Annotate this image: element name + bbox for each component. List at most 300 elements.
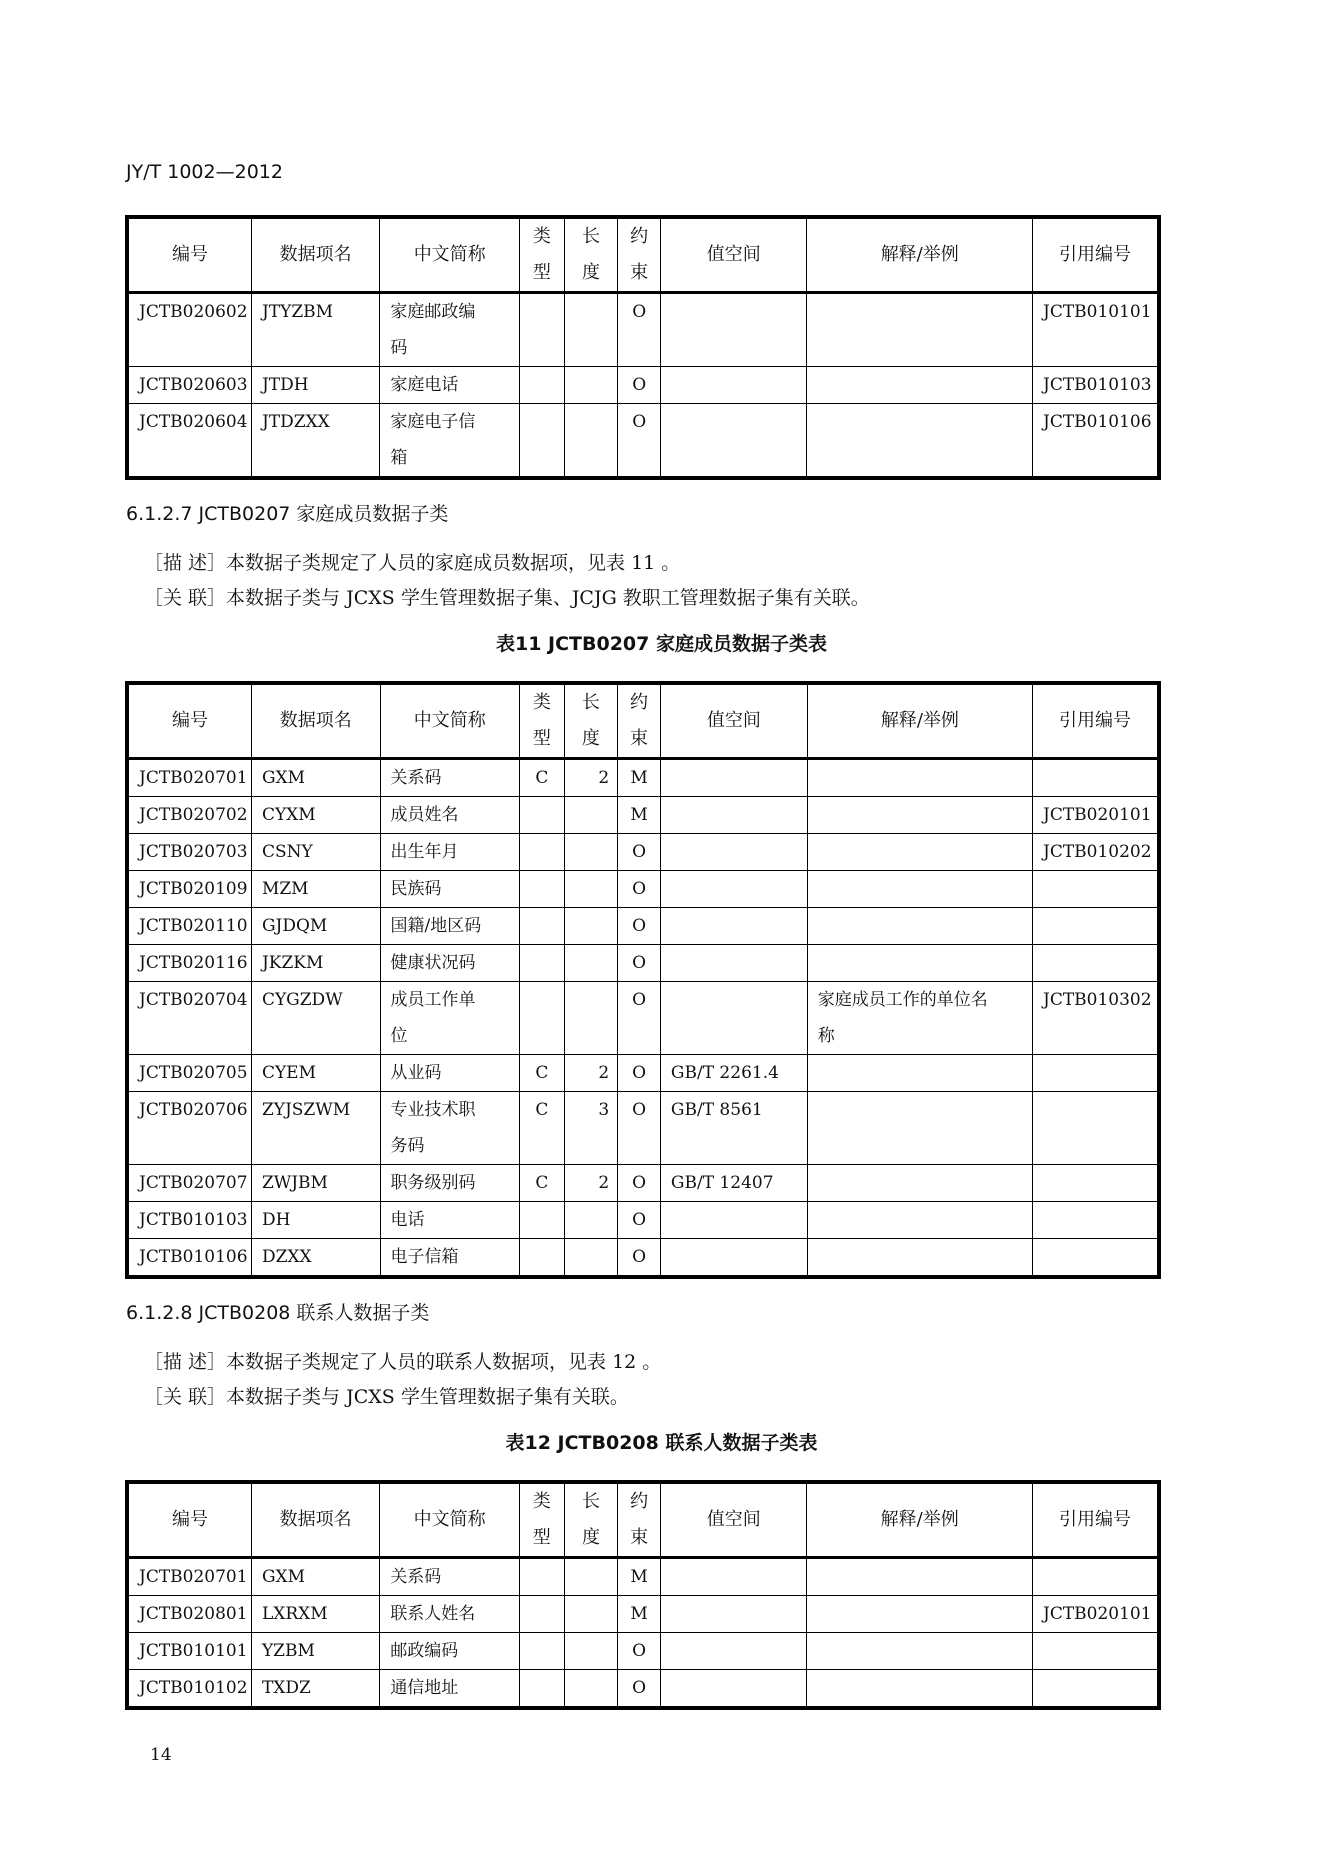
cell-reference-id: [1033, 945, 1158, 982]
cell-text: M: [630, 1604, 648, 1624]
cell-length: [564, 1670, 618, 1707]
cell-chinese-name: [380, 871, 520, 908]
cell-constraint: [618, 1558, 661, 1596]
cell-type: [520, 293, 565, 367]
section-description: ［描 述］本数据子类规定了人员的家庭成员数据项，见表 11 。: [144, 552, 681, 574]
cell-text: CSNY: [261, 842, 313, 862]
cell-text: O: [632, 1063, 647, 1083]
cell-text: JCTB010103: [1043, 375, 1152, 395]
cell-type: [520, 908, 565, 945]
column-header-label: 引用编号: [1059, 1509, 1131, 1530]
cell-length: [564, 1633, 618, 1670]
cell-text: M: [630, 805, 648, 825]
table-row: [129, 293, 1158, 367]
cell-text: O: [632, 916, 647, 936]
cell-length: [564, 834, 618, 871]
column-header-explanation: [807, 219, 1033, 293]
cell-type: [519, 1558, 564, 1596]
cell-length: [564, 1239, 618, 1276]
column-header-label: 数据项名: [279, 710, 352, 731]
cell-length: [564, 982, 618, 1055]
column-header-label: 引用编号: [1059, 244, 1131, 265]
cell-text: GB/T 12407: [670, 1173, 774, 1193]
cell-explanation: [807, 1633, 1033, 1670]
column-header-constraint: [618, 1484, 661, 1558]
cell-text: GXM: [261, 1567, 306, 1587]
page-content: [0, 160, 1323, 1766]
cell-constraint: [618, 293, 661, 367]
cell-text: 通信地址: [390, 1678, 459, 1698]
cell-reference-id: [1033, 1239, 1158, 1276]
cell-text: JCTB020109: [139, 879, 248, 899]
cell-constraint: [618, 1165, 661, 1202]
cell-text: 关系码: [390, 768, 442, 788]
cell-value-space: [660, 945, 807, 982]
column-header-label: 值空间: [706, 1509, 761, 1530]
cell-id: [129, 1670, 252, 1707]
table-caption: 表11 JCTB0207 家庭成员数据子类表: [495, 633, 827, 655]
cell-text: 出生年月: [390, 842, 459, 862]
cell-text: C: [535, 1173, 549, 1193]
cell-text: ZYJSZWM: [261, 1100, 351, 1120]
cell-constraint: [618, 908, 661, 945]
cell-length: [564, 797, 618, 834]
table-row: [129, 367, 1158, 404]
cell-text: O: [632, 1641, 647, 1661]
cell-length: [564, 945, 618, 982]
cell-text: GB/T 8561: [670, 1100, 763, 1120]
cell-value-space: [661, 367, 807, 404]
cell-value-space: [660, 1055, 807, 1092]
cell-text: LXRXM: [261, 1604, 328, 1624]
cell-type: [519, 1670, 564, 1707]
cell-chinese-name: [380, 1092, 520, 1165]
column-header-value-space: [661, 219, 807, 293]
column-header-constraint: [618, 685, 661, 759]
column-header-length: [564, 685, 618, 759]
column-header-length: [564, 219, 618, 293]
cell-text: O: [632, 1173, 647, 1193]
column-header-reference-id: [1033, 219, 1158, 293]
cell-id: [129, 367, 252, 404]
cell-length: [564, 1055, 618, 1092]
cell-text: O: [632, 1678, 647, 1698]
cell-id: [129, 1165, 252, 1202]
cell-id: [129, 1558, 252, 1596]
cell-text: 家庭电子信箱: [390, 412, 476, 468]
cell-type: [520, 367, 565, 404]
cell-reference-id: [1033, 1055, 1158, 1092]
column-header-label: 值空间: [706, 710, 761, 731]
cell-reference-id: [1033, 871, 1158, 908]
cell-chinese-name: [380, 797, 520, 834]
table-row: [129, 1670, 1158, 1707]
table-row: [129, 871, 1158, 908]
cell-chinese-name: [380, 982, 520, 1055]
cell-explanation: [807, 797, 1032, 834]
cell-text: JCTB020101: [1043, 1604, 1152, 1624]
cell-id: [129, 1633, 252, 1670]
cell-chinese-name: [380, 1165, 520, 1202]
section-heading-jctb0207: 6.1.2.7 JCTB0207 家庭成员数据子类: [126, 503, 449, 525]
cell-length: [564, 871, 618, 908]
cell-constraint: [618, 1092, 661, 1165]
cell-value-space: [660, 908, 807, 945]
cell-constraint: [618, 1670, 661, 1707]
cell-value-space: [660, 1558, 806, 1596]
cell-text: JCTB010101: [1043, 302, 1152, 322]
cell-length: [564, 908, 618, 945]
cell-text: 家庭邮政编码: [390, 302, 476, 358]
page-number: 14: [150, 1745, 172, 1765]
cell-text: CYXM: [261, 805, 316, 825]
cell-reference-id: [1033, 1633, 1158, 1670]
table-row: [129, 1092, 1158, 1165]
cell-text: 电子信箱: [390, 1247, 459, 1267]
table-row: [129, 1239, 1158, 1276]
cell-explanation: [807, 1092, 1032, 1165]
cell-text: JTDH: [261, 375, 309, 395]
table-row: [129, 908, 1158, 945]
cell-text: JTYZBM: [261, 302, 334, 322]
cell-type: [520, 1055, 565, 1092]
column-header-id: [129, 685, 252, 759]
cell-item-name: [251, 404, 379, 477]
section-relation: ［关 联］本数据子类与 JCXS 学生管理数据子集有关联。: [144, 1386, 629, 1408]
cell-id: [129, 404, 252, 477]
column-header-label: 约束: [630, 692, 649, 749]
table-row: [129, 1596, 1158, 1633]
cell-value-space: [660, 1670, 806, 1707]
cell-text: 职务级别码: [390, 1173, 476, 1193]
cell-text: GXM: [261, 768, 306, 788]
cell-item-name: [251, 1558, 379, 1596]
cell-value-space: [660, 1202, 807, 1239]
cell-id: [129, 1055, 252, 1092]
cell-id: [129, 797, 252, 834]
cell-constraint: [618, 834, 661, 871]
cell-reference-id: [1033, 404, 1158, 477]
column-header-label: 引用编号: [1059, 710, 1131, 731]
column-header-reference-id: [1033, 685, 1158, 759]
cell-explanation: [807, 871, 1032, 908]
cell-text: JKZKM: [261, 953, 324, 973]
cell-value-space: [660, 1239, 807, 1276]
column-header-label: 中文简称: [413, 710, 486, 731]
cell-text: DH: [261, 1210, 291, 1230]
cell-text: O: [632, 990, 647, 1010]
cell-item-name: [251, 1055, 380, 1092]
table-row: [129, 1165, 1158, 1202]
cell-explanation: [807, 945, 1032, 982]
section-heading-jctb0208: 6.1.2.8 JCTB0208 联系人数据子类: [126, 1302, 430, 1324]
column-header-label: 中文简称: [413, 1509, 486, 1530]
cell-item-name: [251, 1670, 379, 1707]
column-header-label: 值空间: [706, 244, 761, 265]
cell-text: O: [632, 953, 647, 973]
cell-item-name: [251, 982, 380, 1055]
cell-text: 国籍/地区码: [390, 916, 482, 936]
cell-text: CYGZDW: [261, 990, 343, 1010]
cell-id: [129, 908, 252, 945]
table-row: [129, 797, 1158, 834]
cell-id: [129, 834, 252, 871]
cell-text: O: [632, 879, 647, 899]
cell-text: JCTB020704: [139, 990, 248, 1010]
cell-id: [129, 1202, 252, 1239]
cell-text: JCTB010103: [139, 1210, 248, 1230]
cell-text: 成员工作单位: [390, 990, 476, 1046]
cell-explanation: [807, 293, 1033, 367]
cell-id: [129, 293, 252, 367]
cell-reference-id: [1033, 367, 1158, 404]
cell-length: [564, 1202, 618, 1239]
column-header-id: [129, 219, 252, 293]
standard-number-header: JY/T 1002—2012: [126, 161, 283, 183]
cell-chinese-name: [380, 759, 520, 797]
column-header-constraint: [618, 219, 661, 293]
cell-type: [520, 834, 565, 871]
cell-text: M: [630, 768, 648, 788]
cell-type: [520, 871, 565, 908]
cell-id: [129, 982, 252, 1055]
cell-value-space: [660, 759, 807, 797]
cell-text: JCTB020602: [139, 302, 248, 322]
cell-text: JCTB020604: [139, 412, 248, 432]
table-row: [129, 1055, 1158, 1092]
cell-length: [564, 1596, 618, 1633]
table-header-row: [129, 1484, 1158, 1558]
cell-text: JCTB020101: [1043, 805, 1152, 825]
cell-text: O: [632, 1100, 647, 1120]
cell-text: M: [630, 1567, 648, 1587]
table-contacts: [125, 1480, 1161, 1710]
table-header-row: [129, 685, 1158, 759]
column-header-item-name: [251, 219, 379, 293]
cell-chinese-name: [380, 1596, 520, 1633]
cell-text: O: [632, 1247, 647, 1267]
cell-text: 家庭电话: [390, 375, 459, 395]
cell-text: O: [632, 1210, 647, 1230]
cell-value-space: [661, 404, 807, 477]
cell-text: CYEM: [261, 1063, 316, 1083]
cell-text: JCTB020603: [139, 375, 248, 395]
cell-text: 健康状况码: [390, 953, 476, 973]
cell-text: 家庭成员工作的单位名称: [817, 990, 988, 1046]
cell-text: 专业技术职务码: [390, 1100, 476, 1156]
column-header-label: 编号: [171, 244, 208, 265]
cell-text: GB/T 2261.4: [670, 1063, 779, 1083]
cell-constraint: [618, 1055, 661, 1092]
cell-type: [519, 1633, 564, 1670]
table-family-members: [125, 681, 1161, 1279]
cell-text: JCTB020701: [139, 1567, 248, 1587]
cell-id: [129, 1239, 252, 1276]
cell-type: [520, 1202, 565, 1239]
column-header-label: 约束: [630, 226, 649, 283]
cell-chinese-name: [380, 908, 520, 945]
cell-type: [520, 759, 565, 797]
table-row: [129, 759, 1158, 797]
cell-text: 民族码: [390, 879, 442, 899]
cell-text: TXDZ: [261, 1678, 311, 1698]
cell-item-name: [251, 1092, 380, 1165]
cell-length: [564, 293, 618, 367]
cell-explanation: [807, 982, 1032, 1055]
cell-item-name: [251, 797, 380, 834]
cell-reference-id: [1033, 1092, 1158, 1165]
cell-text: C: [535, 1100, 549, 1120]
cell-explanation: [807, 1055, 1032, 1092]
cell-text: O: [632, 842, 647, 862]
cell-reference-id: [1033, 1670, 1158, 1707]
cell-explanation: [807, 908, 1032, 945]
column-header-value-space: [660, 685, 807, 759]
table-row: [129, 1202, 1158, 1239]
cell-value-space: [660, 871, 807, 908]
cell-text: 成员姓名: [390, 805, 459, 825]
column-header-label: 解释/举例: [880, 244, 959, 265]
cell-id: [129, 945, 252, 982]
column-header-chinese-name: [380, 685, 520, 759]
cell-id: [129, 871, 252, 908]
cell-text: JCTB020706: [139, 1100, 248, 1120]
cell-type: [520, 982, 565, 1055]
cell-text: YZBM: [261, 1641, 315, 1661]
cell-chinese-name: [380, 404, 520, 477]
cell-explanation: [807, 759, 1032, 797]
column-header-type: [520, 219, 565, 293]
column-header-label: 中文简称: [413, 244, 486, 265]
column-header-item-name: [251, 685, 380, 759]
column-header-chinese-name: [380, 1484, 520, 1558]
cell-text: JTDZXX: [261, 412, 330, 432]
cell-reference-id: [1033, 1165, 1158, 1202]
cell-item-name: [251, 1633, 379, 1670]
cell-text: C: [535, 768, 549, 788]
column-header-explanation: [807, 1484, 1033, 1558]
cell-value-space: [660, 1633, 806, 1670]
cell-text: 2: [598, 768, 610, 788]
cell-text: ZWJBM: [261, 1173, 328, 1193]
cell-reference-id: [1033, 1202, 1158, 1239]
cell-reference-id: [1033, 1558, 1158, 1596]
cell-chinese-name: [380, 834, 520, 871]
column-header-label: 长度: [581, 226, 600, 283]
column-header-length: [564, 1484, 618, 1558]
cell-text: JCTB010101: [139, 1641, 248, 1661]
cell-text: 邮政编码: [390, 1641, 459, 1661]
table-row: [129, 404, 1158, 477]
cell-item-name: [251, 908, 380, 945]
cell-item-name: [251, 871, 380, 908]
cell-text: JCTB020702: [139, 805, 248, 825]
column-header-label: 解释/举例: [880, 1509, 959, 1530]
cell-reference-id: [1033, 797, 1158, 834]
cell-constraint: [618, 945, 661, 982]
cell-type: [520, 945, 565, 982]
cell-reference-id: [1033, 759, 1158, 797]
cell-constraint: [618, 1239, 661, 1276]
cell-type: [520, 404, 565, 477]
section-description: ［描 述］本数据子类规定了人员的联系人数据项，见表 12 。: [144, 1351, 662, 1373]
cell-chinese-name: [380, 1558, 520, 1596]
cell-text: 联系人姓名: [390, 1604, 476, 1624]
cell-length: [564, 1558, 618, 1596]
cell-explanation: [807, 367, 1033, 404]
cell-text: JCTB010106: [139, 1247, 248, 1267]
cell-text: 2: [598, 1173, 610, 1193]
cell-text: JCTB020703: [139, 842, 248, 862]
cell-text: 2: [598, 1063, 610, 1083]
cell-id: [129, 1596, 252, 1633]
cell-constraint: [618, 871, 661, 908]
column-header-label: 数据项名: [279, 244, 352, 265]
table-row: [129, 1558, 1158, 1596]
cell-constraint: [618, 982, 661, 1055]
cell-text: DZXX: [261, 1247, 312, 1267]
cell-text: O: [632, 302, 647, 322]
column-header-type: [520, 685, 565, 759]
column-header-label: 长度: [581, 1491, 600, 1548]
cell-explanation: [807, 404, 1033, 477]
cell-length: [564, 1165, 618, 1202]
column-header-label: 编号: [171, 710, 208, 731]
cell-text: JCTB020701: [139, 768, 248, 788]
cell-text: 关系码: [390, 1567, 442, 1587]
cell-text: JCTB010202: [1043, 842, 1152, 862]
cell-type: [520, 797, 565, 834]
table-header-row: [129, 219, 1158, 293]
cell-length: [564, 404, 618, 477]
cell-id: [129, 1092, 252, 1165]
column-header-label: 解释/举例: [880, 710, 959, 731]
cell-length: [564, 759, 618, 797]
cell-explanation: [807, 1239, 1032, 1276]
cell-item-name: [251, 945, 380, 982]
column-header-label: 类型: [532, 1491, 551, 1548]
cell-text: JCTB020707: [139, 1173, 248, 1193]
column-header-label: 类型: [532, 226, 551, 283]
column-header-label: 类型: [532, 692, 551, 749]
cell-type: [520, 1165, 565, 1202]
cell-value-space: [660, 1092, 807, 1165]
table-row: [129, 834, 1158, 871]
table-row: [129, 982, 1158, 1055]
cell-reference-id: [1033, 293, 1158, 367]
cell-reference-id: [1033, 982, 1158, 1055]
cell-item-name: [251, 759, 380, 797]
cell-length: [564, 367, 618, 404]
cell-chinese-name: [380, 367, 520, 404]
cell-constraint: [618, 1596, 661, 1633]
cell-item-name: [251, 1596, 379, 1633]
column-header-item-name: [251, 1484, 379, 1558]
cell-constraint: [618, 367, 661, 404]
cell-chinese-name: [380, 1670, 520, 1707]
section-relation: ［关 联］本数据子类与 JCXS 学生管理数据子集、JCJG 教职工管理数据子集有关联。: [144, 587, 870, 609]
cell-text: JCTB020116: [139, 953, 248, 973]
cell-explanation: [807, 1165, 1032, 1202]
column-header-explanation: [807, 685, 1032, 759]
cell-item-name: [251, 367, 379, 404]
column-header-reference-id: [1033, 1484, 1158, 1558]
cell-text: GJDQM: [261, 916, 328, 936]
cell-text: JCTB020801: [139, 1604, 248, 1624]
table-family-contact-continued: [125, 215, 1161, 480]
cell-chinese-name: [380, 945, 520, 982]
cell-text: O: [632, 412, 647, 432]
